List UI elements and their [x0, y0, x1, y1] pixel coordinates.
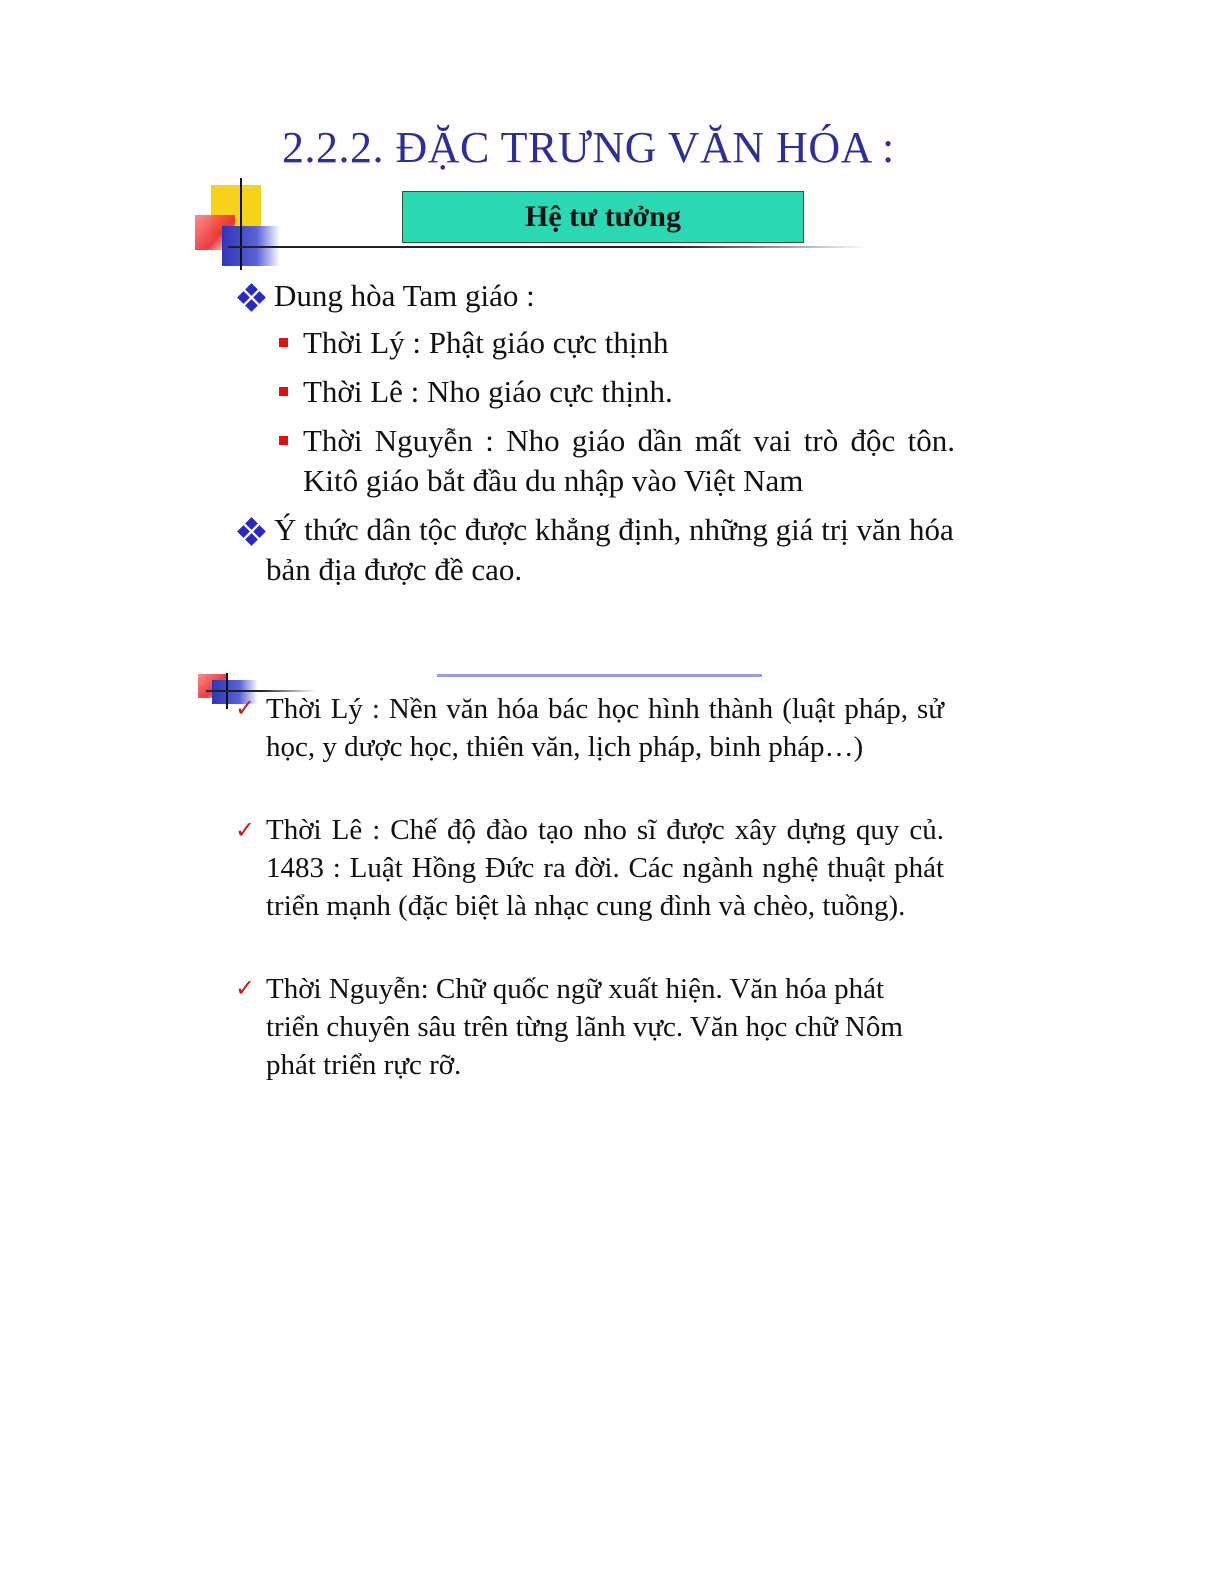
bullet-text: Dung hòa Tam giáo :	[274, 278, 535, 313]
bullet-text: Ý thức dân tộc được khẳng định, những giá trị văn hóa bản địa được đề cao.	[266, 512, 954, 587]
checkmark-icon: ✓	[235, 816, 256, 844]
diamond-bullet-icon	[238, 518, 264, 544]
list-item: Thời Nguyễn: Chữ quốc ngữ xuất hiện. Văn hóa phát triển chuyên sâu trên từng lãnh vực. Văn học chữ Nôm phát triển rực rỡ.	[266, 973, 903, 1081]
square-bullet-icon	[279, 387, 288, 396]
checkmark-icon: ✓	[235, 974, 256, 1002]
divider	[437, 674, 762, 677]
list-item: Thời Lê : Chế độ đào tạo nho sĩ được xây dựng quy củ. 1483 : Luật Hồng Đức ra đời. Các ngành nghệ thuật phát triển mạnh (đặc biệt là nhạc cung đình và chèo, tuồng).	[266, 814, 944, 922]
checkmark-icon: ✓	[235, 694, 256, 722]
square-bullet-icon	[279, 338, 288, 347]
sub-bullet-text: Thời Lê : Nho giáo cực thịnh.	[303, 374, 673, 409]
sub-bullet-text: Thời Nguyễn : Nho giáo dần mất vai trò độc tôn. Kitô giáo bắt đầu du nhập vào Việt Nam	[303, 423, 955, 498]
list-item: Thời Lý : Nền văn hóa bác học hình thành (luật pháp, sử học, y dược học, thiên văn, lịch pháp, binh pháp…)	[266, 693, 944, 763]
subtitle-text: Hệ tư tưởng	[525, 200, 681, 233]
sub-bullet-text: Thời Lý : Phật giáo cực thịnh	[303, 325, 669, 360]
diamond-bullet-icon	[238, 284, 264, 310]
subtitle-box	[402, 191, 804, 243]
slide-title: 2.2.2. ĐẶC TRƯNG VĂN HÓA :	[282, 123, 895, 172]
square-bullet-icon	[279, 436, 288, 445]
